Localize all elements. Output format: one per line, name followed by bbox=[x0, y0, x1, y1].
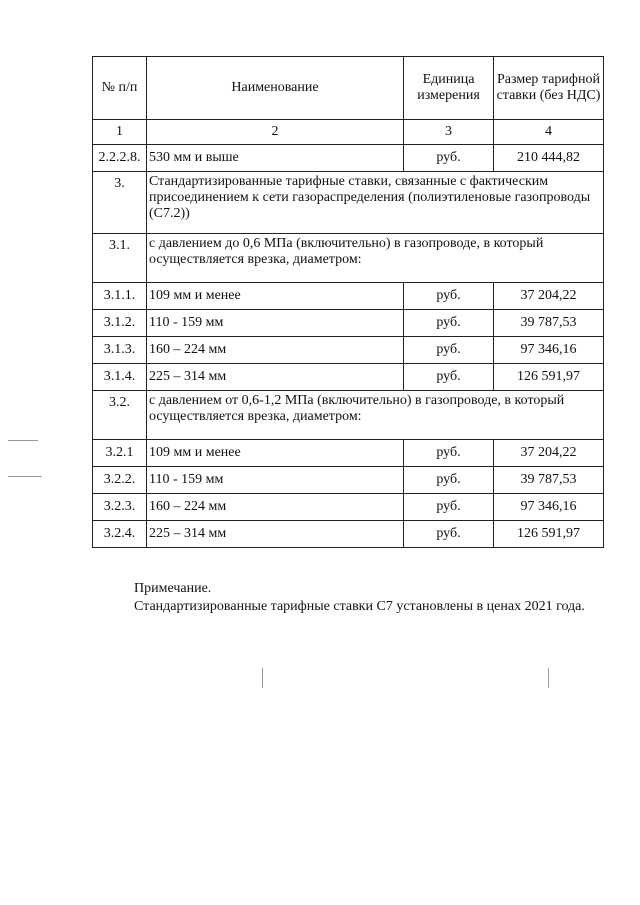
header-name: Наименование bbox=[147, 57, 404, 120]
table-row bbox=[93, 310, 604, 337]
row-value: 39 787,53 bbox=[494, 467, 604, 494]
header-unit: Единица измерения bbox=[404, 57, 494, 120]
column-number: 4 bbox=[494, 120, 604, 145]
section-row bbox=[93, 172, 604, 234]
row-value: 210 444,82 bbox=[494, 145, 604, 172]
row-number: 3.1. bbox=[93, 234, 147, 283]
row-value: 37 204,22 bbox=[494, 283, 604, 310]
column-number-row bbox=[93, 120, 604, 145]
row-unit: руб. bbox=[404, 467, 494, 494]
row-unit: руб. bbox=[404, 283, 494, 310]
row-unit: руб. bbox=[404, 364, 494, 391]
row-name: 225 – 314 мм bbox=[147, 521, 404, 548]
row-unit: руб. bbox=[404, 310, 494, 337]
row-name: 109 мм и менее bbox=[147, 283, 404, 310]
row-name: 109 мм и менее bbox=[147, 440, 404, 467]
row-number: 3.1.3. bbox=[93, 337, 147, 364]
table-row bbox=[93, 283, 604, 310]
row-number: 3. bbox=[93, 172, 147, 234]
table-row bbox=[93, 145, 604, 172]
column-number: 1 bbox=[93, 120, 147, 145]
row-value: 126 591,97 bbox=[494, 364, 604, 391]
row-number: 3.2.4. bbox=[93, 521, 147, 548]
table-row bbox=[93, 494, 604, 521]
note-text: Стандартизированные тарифные ставки С7 установлены в ценах 2021 года. bbox=[134, 599, 585, 614]
row-number: 3.2.1 bbox=[93, 440, 147, 467]
table-row bbox=[93, 467, 604, 494]
row-value: 126 591,97 bbox=[494, 521, 604, 548]
tariff-table bbox=[92, 56, 604, 548]
table-header-row bbox=[93, 57, 604, 120]
row-name: 160 – 224 мм bbox=[147, 337, 404, 364]
subsection-title: с давлением от 0,6-1,2 МПа (включительно) в газопроводе, в который осуществляется врезка, диаметром: bbox=[147, 391, 604, 440]
subsection-row bbox=[93, 234, 604, 283]
table-row bbox=[93, 440, 604, 467]
row-unit: руб. bbox=[404, 440, 494, 467]
row-value: 39 787,53 bbox=[494, 310, 604, 337]
header-rate: Размер тарифной ставки (без НДС) bbox=[494, 57, 604, 120]
scan-speck bbox=[8, 476, 42, 477]
column-number: 2 bbox=[147, 120, 404, 145]
row-number: 2.2.2.8. bbox=[93, 145, 147, 172]
row-value: 37 204,22 bbox=[494, 440, 604, 467]
row-number: 3.2.3. bbox=[93, 494, 147, 521]
row-unit: руб. bbox=[404, 145, 494, 172]
row-unit: руб. bbox=[404, 521, 494, 548]
scan-speck bbox=[8, 440, 38, 441]
row-name: 110 - 159 мм bbox=[147, 310, 404, 337]
note-title: Примечание. bbox=[134, 581, 212, 596]
row-name: 225 – 314 мм bbox=[147, 364, 404, 391]
row-number: 3.1.1. bbox=[93, 283, 147, 310]
subsection-row bbox=[93, 391, 604, 440]
scan-speck bbox=[548, 668, 549, 688]
row-value: 97 346,16 bbox=[494, 337, 604, 364]
row-unit: руб. bbox=[404, 337, 494, 364]
row-number: 3.2. bbox=[93, 391, 147, 440]
row-value: 97 346,16 bbox=[494, 494, 604, 521]
table-row bbox=[93, 364, 604, 391]
row-name: 160 – 224 мм bbox=[147, 494, 404, 521]
row-number: 3.2.2. bbox=[93, 467, 147, 494]
row-name: 530 мм и выше bbox=[147, 145, 404, 172]
row-number: 3.1.2. bbox=[93, 310, 147, 337]
section-title: Стандартизированные тарифные ставки, связанные с фактическим присоединением к сети газораспределения (полиэтиленовые газопроводы (С7.2)) bbox=[147, 172, 604, 234]
table-row bbox=[93, 521, 604, 548]
row-unit: руб. bbox=[404, 494, 494, 521]
column-number: 3 bbox=[404, 120, 494, 145]
table-row bbox=[93, 337, 604, 364]
header-number: № п/п bbox=[93, 57, 147, 120]
subsection-title: с давлением до 0,6 МПа (включительно) в газопроводе, в который осуществляется врезка, диаметром: bbox=[147, 234, 604, 283]
row-name: 110 - 159 мм bbox=[147, 467, 404, 494]
row-number: 3.1.4. bbox=[93, 364, 147, 391]
scan-speck bbox=[262, 668, 263, 688]
